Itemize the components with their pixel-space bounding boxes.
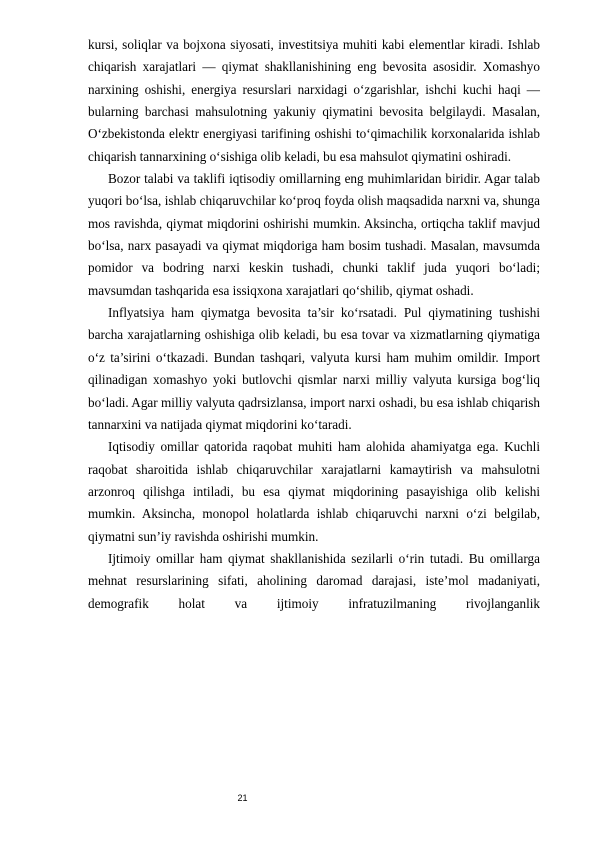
paragraph-continuation: kursi, soliqlar va bojxona siyosati, investitsiya muhiti kabi elementlar kiradi. Ishlab chiqarish xarajatlari — qiymat shakllanishining eng bevosita asosidir. Xomashyo narxining oshishi, energiya resurslari narxidagi o‘zgarishlar, ishchi kuchi haqi — bularning barchasi mahsulotning yakuniy qiymatini bevosita belgilaydi. Masalan, O‘zbekistonda elektr energiyasi tarifining oshishi to‘qimachilik korxonalarida ishlab chiqarish tannarxining o‘sishiga olib keladi, bu esa mahsulot qiymatini oshiradi. bbox=[88, 37, 540, 164]
page-number bbox=[0, 793, 595, 803]
paragraph-competition: Iqtisodiy omillar qatorida raqobat muhiti ham alohida ahamiyatga ega. Kuchli raqobat sharoitida ishlab chiqaruvchilar xarajatlarni kamaytirish va mahsulotni arzonroq qilishga intiladi, bu esa qiymat miqdorining pasayishiga olib kelishi mumkin. Aksincha, monopol holatlarda ishlab chiqaruvchi narxni o‘zi belgilab, qiymatni sun’iy ravishda oshirishi mumkin. bbox=[88, 439, 540, 544]
paragraph-inflation: Inflyatsiya ham qiymatga bevosita ta’sir ko‘rsatadi. Pul qiymatining tushishi barcha xarajatlarning oshishiga olib keladi, bu esa tovar va xizmatlarning qiymatiga o‘z ta’sirini o‘tkazadi. Bundan tashqari, valyuta kursi ham muhim omildir. Import qilinadigan xomashyo yoki butlovchi qismlar narxi milliy valyuta kursiga bog‘liq bo‘ladi. Agar milliy valyuta qadrsizlansa, import narxi oshadi, bu esa ishlab chiqarish tannarxini va natijada qiymat miqdorini ko‘taradi. bbox=[88, 305, 540, 432]
body-text bbox=[88, 34, 540, 615]
page-number-label: 21 bbox=[237, 793, 248, 803]
paragraph-social-factors: Ijtimoiy omillar ham qiymat shakllanishida sezilarli o‘rin tutadi. Bu omillarga mehnat resurslarining sifati, aholining daromad darajasi, iste’mol madaniyati, demografik holat va ijtimoiy infratuzilmaning rivojlanganlik bbox=[88, 550, 540, 611]
paragraph-market-demand: Bozor talabi va taklifi iqtisodiy omillarning eng muhimlaridan biridir. Agar talab yuqori bo‘lsa, ishlab chiqaruvchilar ko‘proq foyda olish maqsadida narxni va, shunga mos ravishda, qiymat miqdorini oshirishi mumkin. Aksincha, ortiqcha taklif mavjud bo‘lsa, narx pasayadi va qiymat miqdoriga ham bosim tushadi. Masalan, mavsumda pomidor va bodring narxi keskin tushadi, chunki taklif juda yuqori bo‘ladi; mavsumdan tashqarida esa issiqxona xarajatlari qo‘shilib, qiymat oshadi. bbox=[88, 171, 540, 298]
